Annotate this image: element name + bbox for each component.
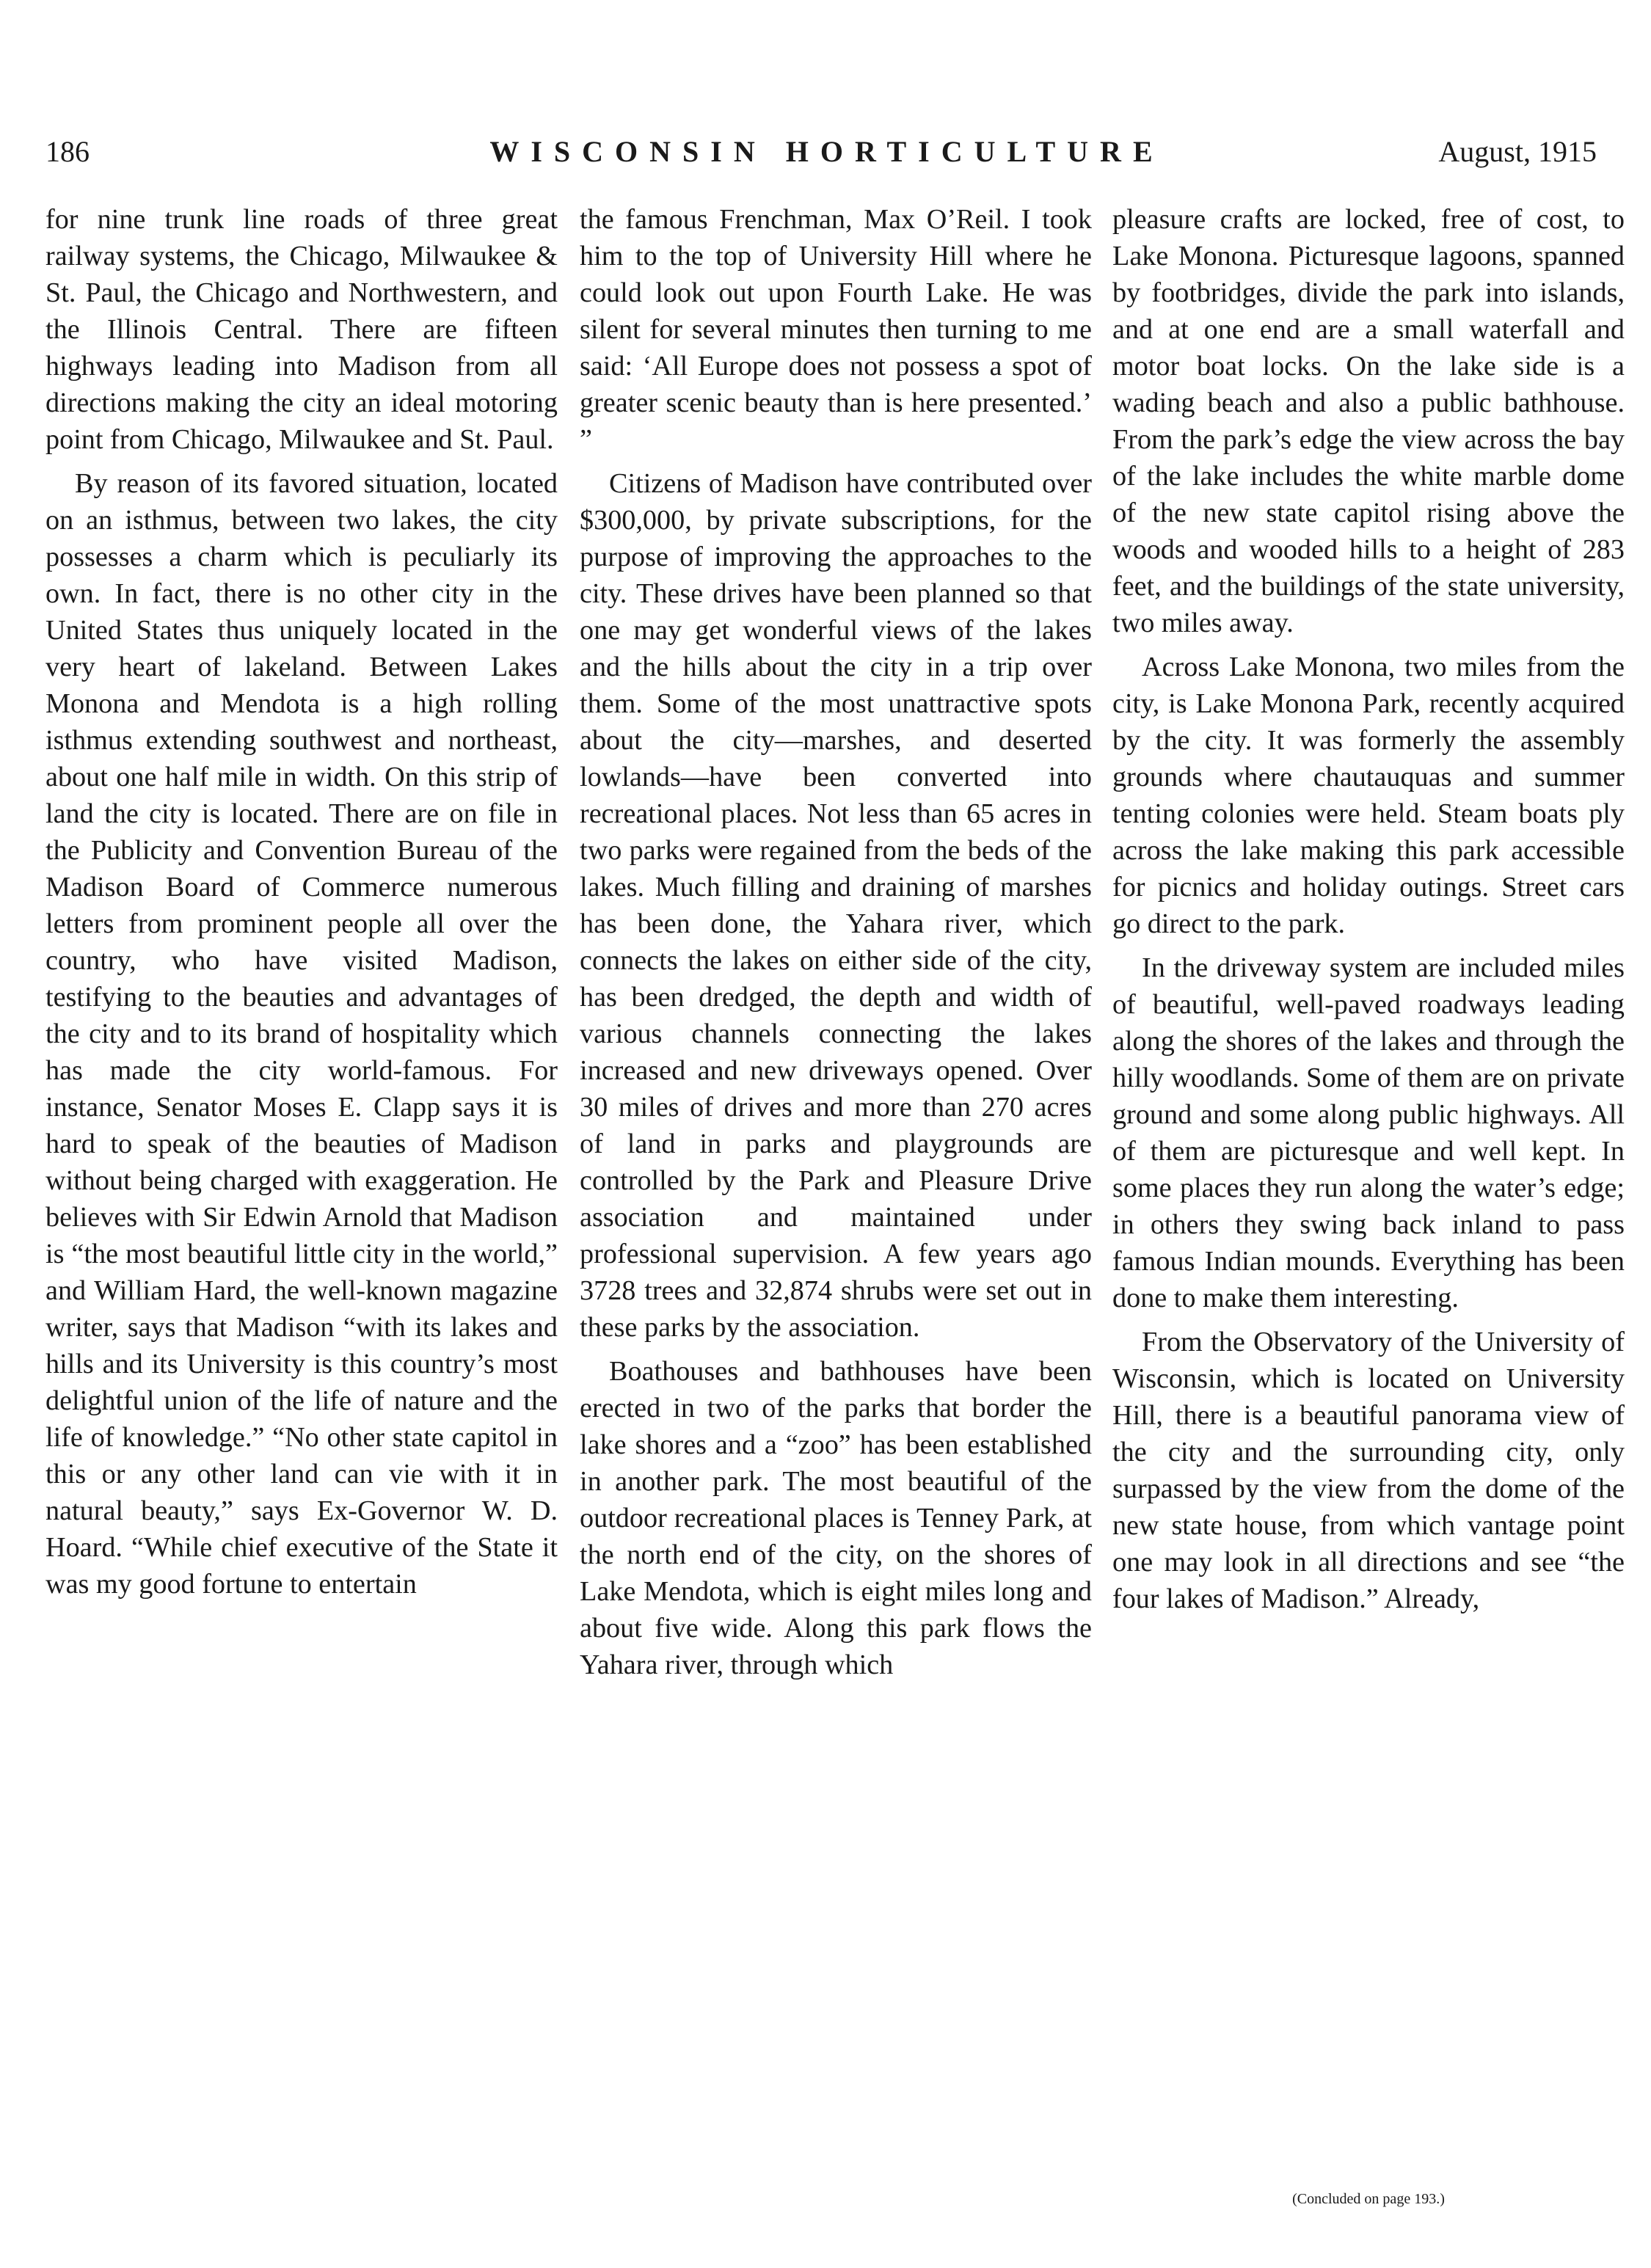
issue-date: August, 1915	[1438, 135, 1597, 168]
text-column-1	[45, 201, 558, 1610]
paragraph: Across Lake Monona, two miles from the city, is Lake Monona Park, recently acquired by the city. It was formerly the assembly grounds where chautauquas and summer tenting colonies were held. Steam boats ply across the lake making this park accessible for picnics and holiday outings. Street cars go direct to the park.	[1112, 652, 1625, 939]
text-column-2	[580, 201, 1092, 1691]
paragraph: Boathouses and bathhouses have been erected in two of the parks that border the lake shores and a “zoo” has been established in another park. The most beautiful of the outdoor recreational places is Tenney Park, at the north end of the city, on the shores of Lake Mendota, which is eight miles long and about five wide. Along this park flows the Yahara river, through which	[580, 1356, 1092, 1680]
page-header	[45, 126, 1597, 178]
paragraph: From the Observatory of the University of Wisconsin, which is located on University Hill, there is a beautiful panorama view of the city and the surrounding city, only surpassed by the view from the dome of the new state house, from which vantage point one may look in all directions and see “the four lakes of Madison.” Already,	[1112, 1327, 1625, 1614]
paragraph: In the driveway system are included miles of beautiful, well-paved roadways leading along the shores of the lakes and through the hilly woodlands. Some of them are on private ground and some along public highways. All of them are picturesque and well kept. In some places they run along the water’s edge; in others they swing back inland to pass famous Indian mounds. Everything has been done to make them interesting.	[1112, 952, 1625, 1313]
paragraph: pleasure crafts are locked, free of cost, to Lake Monona. Picturesque lagoons, spanned by footbridges, divide the park into islands, and at one end are a small waterfall and motor boat locks. On the lake side is a wading beach and also a public bathhouse. From the park’s edge the view across the bay of the lake includes the white marble dome of the new state capitol rising above the woods and wooded hills to a height of 283 feet, and the buildings of the state university, two miles away.	[1112, 204, 1625, 638]
text-column-3	[1112, 201, 1625, 1625]
continuation-note: (Concluded on page 193.)	[1292, 2191, 1445, 2207]
journal-title: WISCONSIN HORTICULTURE	[489, 135, 1165, 168]
paragraph: for nine trunk line roads of three great railway systems, the Chicago, Milwaukee & St. Paul, the Chicago and Northwestern, and the Illinois Central. There are fifteen highways leading into Madison from all directions making the city an ideal motoring point from Chicago, Milwaukee and St. Paul.	[45, 204, 558, 455]
paragraph: By reason of its favored situation, located on an isthmus, between two lakes, the city possesses a charm which is peculiarly its own. In fact, there is no other city in the United States thus uniquely located in the very heart of lakeland. Between Lakes Monona and Mendota is a high rolling isthmus extending southwest and northeast, about one half mile in width. On this strip of land the city is located. There are on file in the Publicity and Convention Bureau of the Madison Board of Commerce numerous letters from prominent people all over the country, who have visited Madison, testifying to the beauties and advantages of the city and to its brand of hospitality which has made the city world-famous. For instance, Senator Moses E. Clapp says it is hard to speak of the beauties of Madison without being charged with exaggeration. He believes with Sir Edwin Arnold that Madison is “the most beautiful little city in the world,” and William Hard, the well-known magazine writer, says that Madison “with its lakes and hills and its University is this country’s most delightful union of the life of nature and the life of knowledge.” “No other state capitol in this or any other land can vie with it in natural beauty,” says Ex-Governor W. D. Hoard. “While chief executive of the State it was my good fortune to entertain	[45, 468, 558, 1600]
paragraph: the famous Frenchman, Max O’Reil. I took him to the top of University Hill where he could look out upon Fourth Lake. He was silent for several minutes then turning to me said: ‘All Europe does not possess a spot of greater scenic beauty than is here presented.’ ”	[580, 204, 1092, 455]
page-number: 186	[45, 135, 90, 168]
paragraph: Citizens of Madison have contributed over $300,000, by private subscriptions, for the purpose of improving the approaches to the city. These drives have been planned so that one may get wonderful views of the lakes and the hills about the city in a trip over them. Some of the most unattractive spots about the city—marshes, and deserted lowlands—have been converted into recreational places. Not less than 65 acres in two parks were regained from the beds of the lakes. Much filling and draining of marshes has been done, the Yahara river, which connects the lakes on either side of the city, has been dredged, the depth and width of various channels connecting the lakes increased and new driveways opened. Over 30 miles of drives and more than 270 acres of land in parks and playgrounds are controlled by the Park and Pleasure Drive association and maintained under professional supervision. A few years ago 3728 trees and 32,874 shrubs were set out in these parks by the association.	[580, 468, 1092, 1343]
